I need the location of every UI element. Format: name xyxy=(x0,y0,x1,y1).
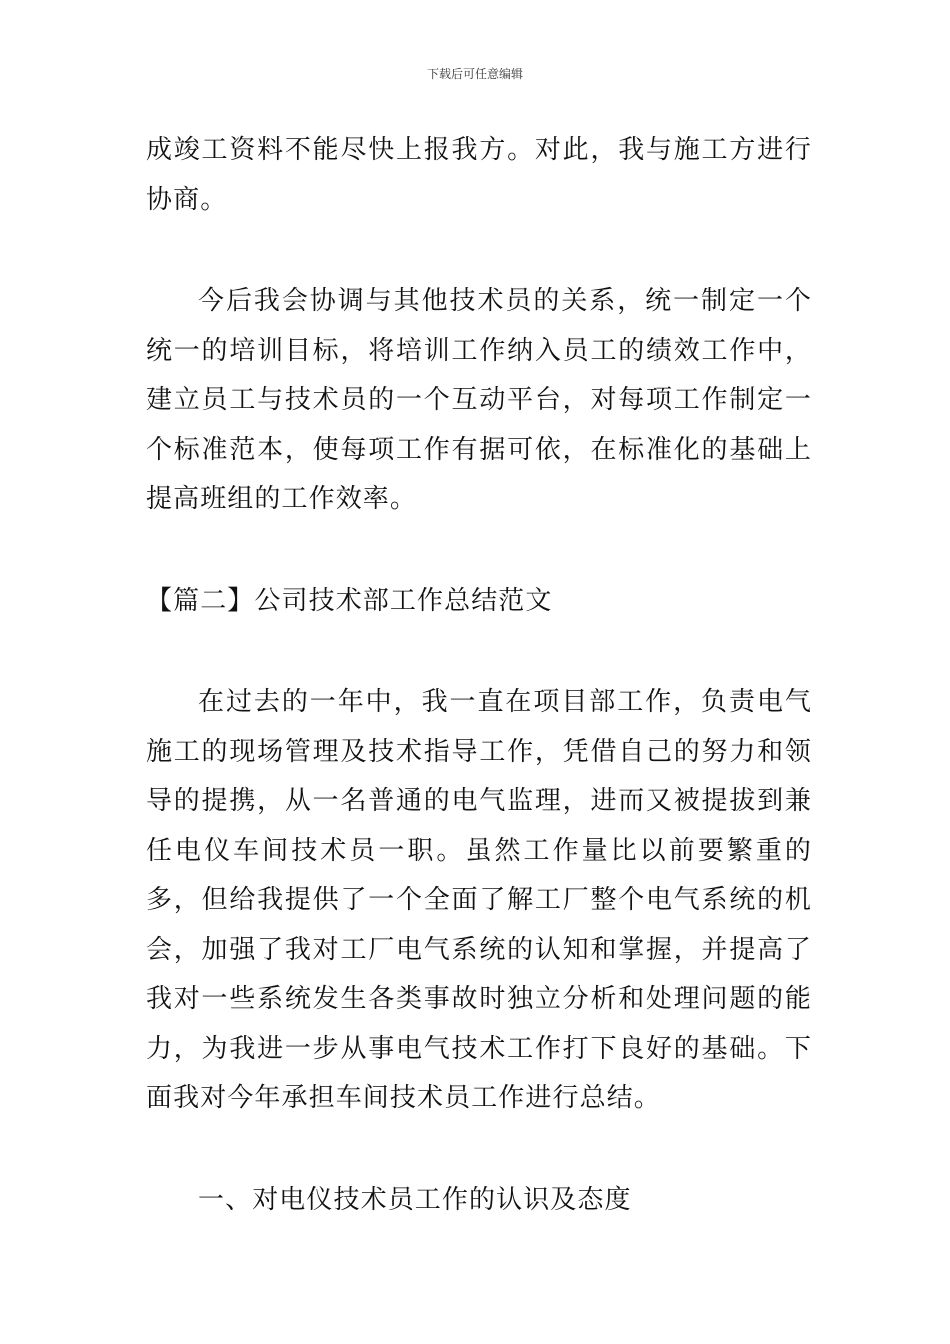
paragraph-continuation: 成竣工资料不能尽快上报我方。对此，我与施工方进行协商。 xyxy=(146,135,812,215)
section-heading-part-two: 【篇二】公司技术部工作总结范文 xyxy=(146,585,553,616)
paragraph-training-plan: 今后我会协调与其他技术员的关系，统一制定一个统一的培训目标，将培训工作纳入员工的绩效工作中，建立员工与技术员的一个互动平台，对每项工作制定一个标准范本，使每项工作有据可依，在标准化的基础上提高班组的工作效率。 xyxy=(146,286,812,514)
paragraph-annual-summary: 在过去的一年中，我一直在项目部工作，负责电气施工的现场管理及技术指导工作，凭借自己的努力和领导的提携，从一名普通的电气监理，进而又被提拔到兼任电仪车间技术员一职。虽然工作量比以前要繁重的多，但给我提供了一个全面了解工厂整个电气系统的机会，加强了我对工厂电气系统的认知和掌握，并提高了我对一些系统发生各类事故时独立分析和处理问题的能力，为我进一步从事电气技术工作打下良好的基础。下面我对今年承担车间技术员工作进行总结。 xyxy=(146,687,812,1113)
header-note: 下载后可任意编辑 xyxy=(426,67,523,81)
subheading-understanding-attitude: 一、对电仪技术员工作的认识及态度 xyxy=(198,1184,632,1215)
document-body xyxy=(146,126,812,1225)
